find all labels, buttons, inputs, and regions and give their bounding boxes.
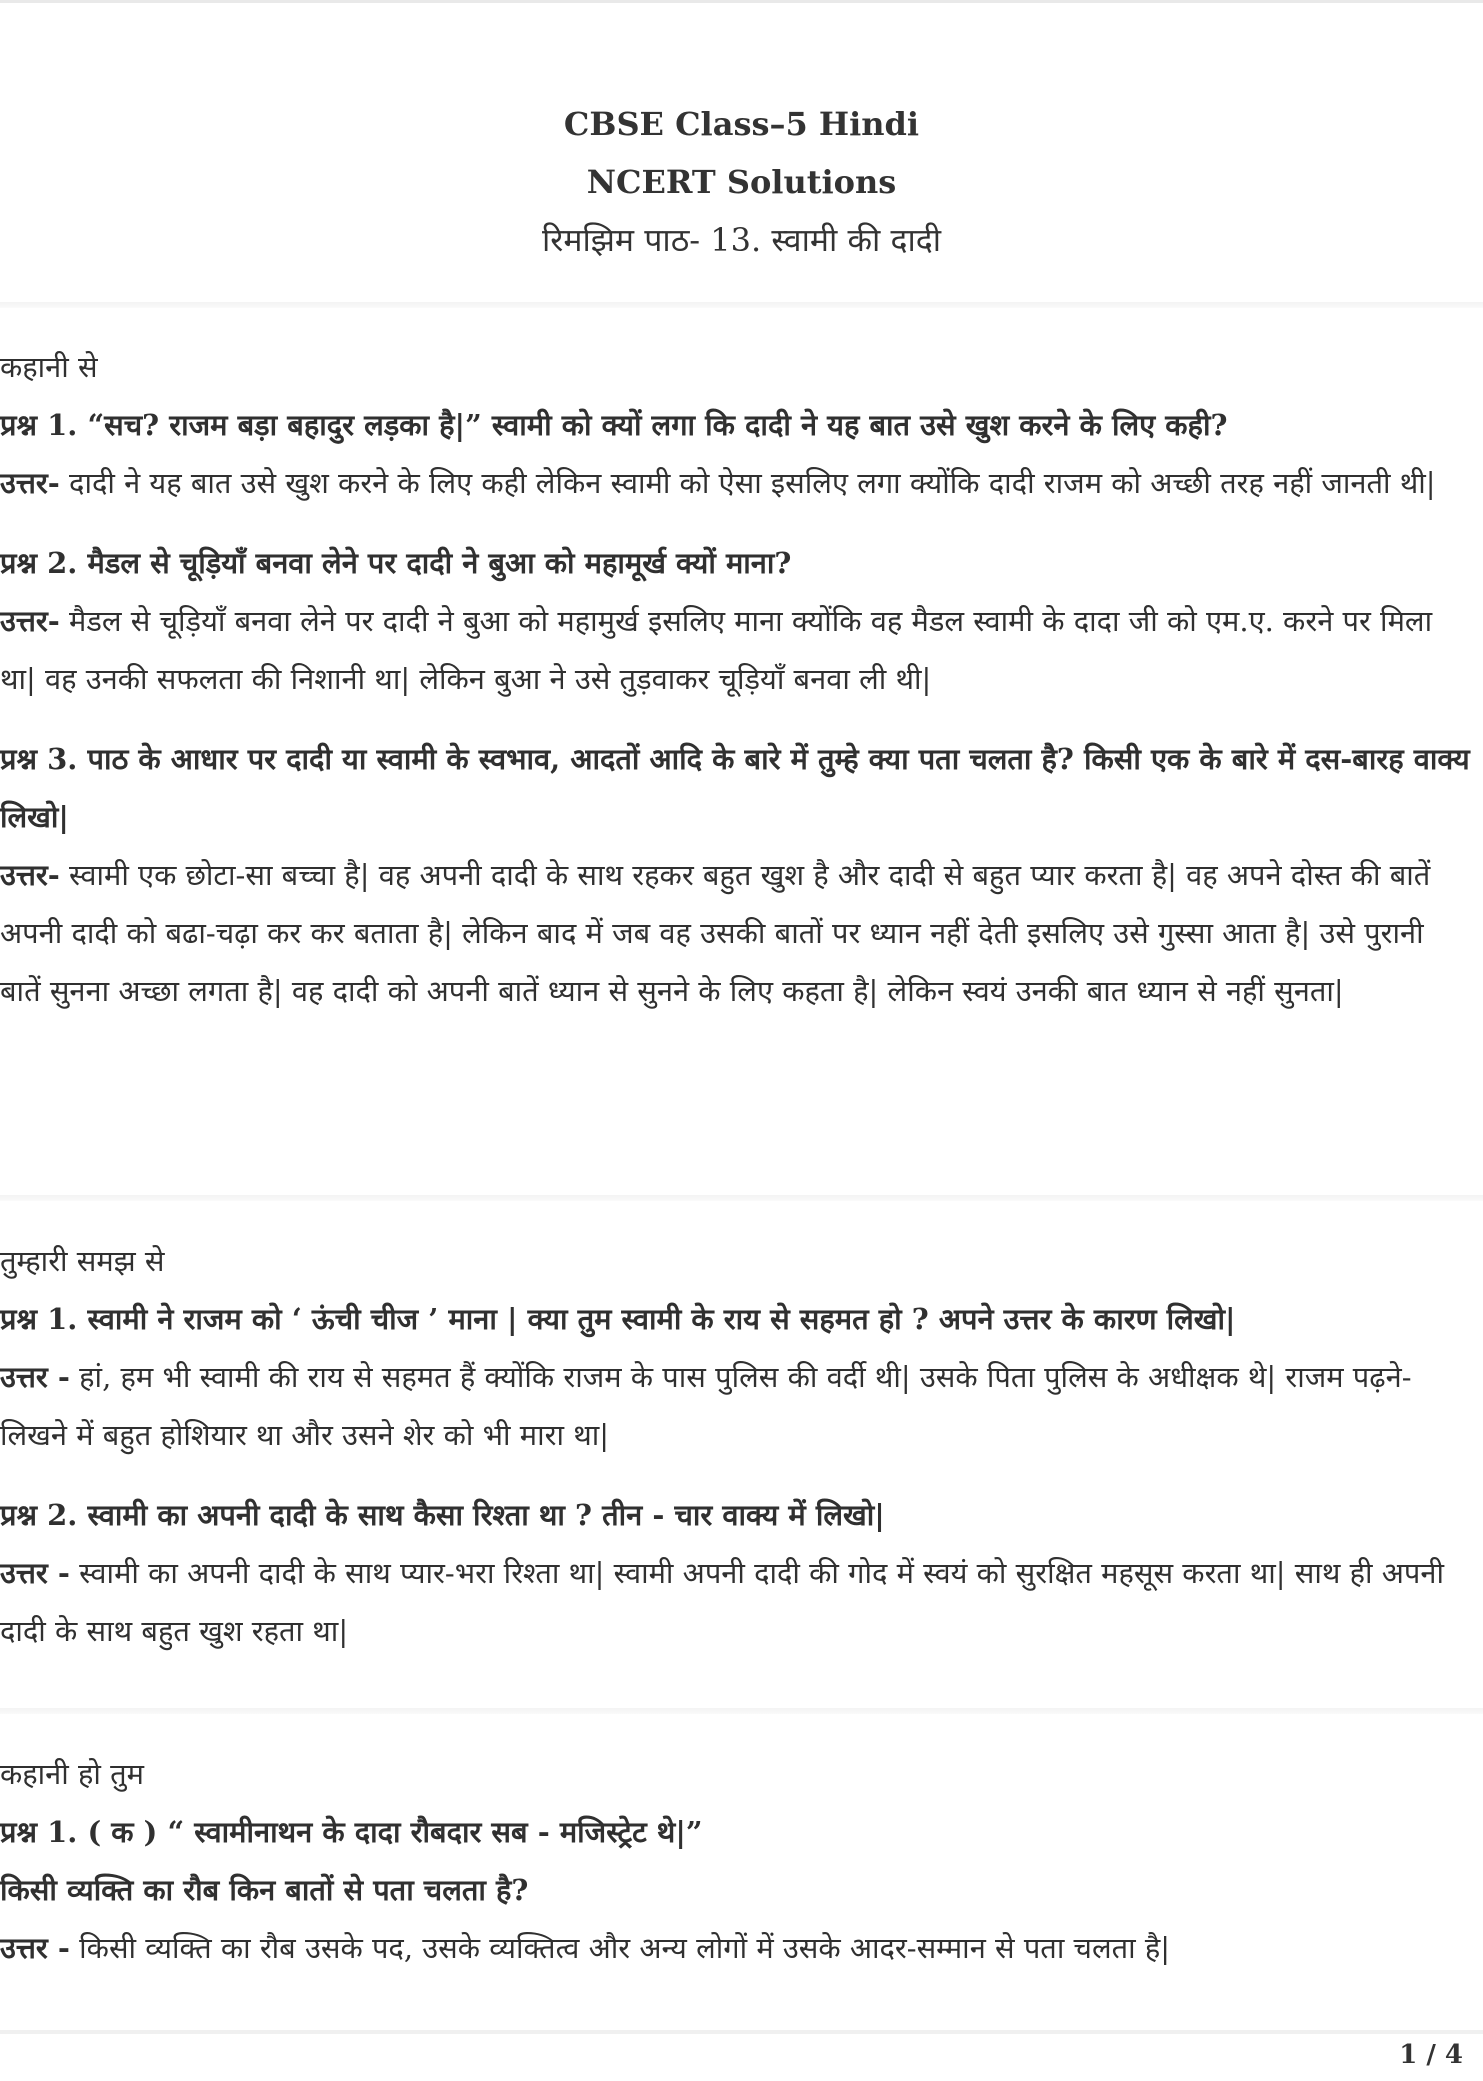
answer-text: हां, हम भी स्वामी की राय से सहमत हैं क्योंकि राजम के पास पुलिस की वर्दी थी| उसके पिता पुलिस के अधीक्षक थे| राजम पढ़ने-लिखने में बहुत होशियार था और उसने शेर को भी मारा था| [0,1360,1412,1452]
section-kahani-ho-tum [0,1745,1470,1977]
section-divider [0,1195,1483,1201]
answer [0,1919,1470,1977]
answer-text: दादी ने यह बात उसे खुश करने के लिए कही लेकिन स्वामी को ऐसा इसलिए लगा क्योंकि दादी राजम को अच्छी तरह नहीं जानती थी| [59,466,1436,500]
answer-label: उत्तर- [0,858,60,892]
answer-text: स्वामी एक छोटा-सा बच्चा है| वह अपनी दादी के साथ रहकर बहुत खुश है और दादी से बहुत प्यार करता है| वह अपने दोस्त की बातें अपनी दादी को बढा-चढ़ा कर कर बताता है| लेकिन बाद में जब वह उसकी बातों पर ध्यान नहीं देती इसलिए उसे गुस्सा आता है| उसे पुरानी बातें सुनना अच्छा लगता है| वह दादी को अपनी बातें ध्यान से सुनने के लिए कहता है| लेकिन स्वयं उनकी बात ध्यान से नहीं सुनता| [0,858,1431,1008]
question: प्रश्न 3. पाठ के आधार पर दादी या स्वामी के स्वभाव, आदतों आदि के बारे में तुम्हे क्या पता चलता है? किसी एक के बारे में दस-बारह वाक्य लिखो| [0,742,1470,834]
question: प्रश्न 1. स्वामी ने राजम को ‘ ऊंची चीज ’ माना | क्या तुम स्वामी के राय से सहमत हो ? अपने उत्तर के कारण लिखो| [0,1302,1236,1336]
answer-label: उत्तर - [0,1360,70,1394]
page-number: 1 / 4 [1399,2040,1463,2070]
section-divider [0,1708,1483,1714]
answer [0,1348,1470,1464]
question: प्रश्न 1. ( क ) “ स्वामीनाथन के दादा रौबदार सब - मजिस्ट्रेट थे|” [0,1815,703,1849]
section-heading: तुम्हारी समझ से [0,1244,165,1278]
question: प्रश्न 2. स्वामी का अपनी दादी के साथ कैसा रिश्ता था ? तीन - चार वाक्य में लिखो| [0,1498,885,1532]
bottom-rule [0,2030,1483,2034]
answer-text: मैडल से चूड़ियाँ बनवा लेने पर दादी ने बुआ को महामुर्ख इसलिए माना क्योंकि वह मैडल स्वामी के दादा जी को एम.ए. करने पर मिला था| वह उनकी सफलता की निशानी था| लेकिन बुआ ने उसे तुड़वाकर चूड़ियाँ बनवा ली थी| [0,604,1433,696]
question: प्रश्न 1. “सच? राजम बड़ा बहादुर लड़का है|” स्वामी को क्यों लगा कि दादी ने यह बात उसे खुश करने के लिए कही? [0,408,1228,442]
answer [0,846,1470,1020]
answer [0,454,1470,512]
answer-text: स्वामी का अपनी दादी के साथ प्यार-भरा रिश्ता था| स्वामी अपनी दादी की गोद में स्वयं को सुरक्षित महसूस करता था| साथ ही अपनी दादी के साथ बहुत खुश रहता था| [0,1556,1444,1648]
section-tumhari-samajh-se [0,1232,1470,1660]
top-rule [0,0,1483,3]
header-subtitle: NCERT Solutions [586,163,897,201]
section-kahani-se [0,338,1470,1020]
question-part: किसी व्यक्ति का रौब किन बातों से पता चलता है? [0,1873,529,1907]
answer [0,592,1470,708]
section-heading: कहानी से [0,350,98,384]
document-header [0,95,1483,269]
header-title: CBSE Class–5 Hindi [563,105,920,143]
answer-label: उत्तर - [0,1931,70,1965]
header-chapter: रिमझिम पाठ- 13. स्वामी की दादी [541,221,942,259]
answer [0,1544,1470,1660]
answer-label: उत्तर- [0,604,60,638]
answer-label: उत्तर- [0,466,60,500]
answer-text: किसी व्यक्ति का रौब उसके पद, उसके व्यक्तित्व और अन्य लोगों में उसके आदर-सम्मान से पता चलता है| [69,1931,1171,1965]
answer-label: उत्तर - [0,1556,70,1590]
section-divider [0,302,1483,308]
question: प्रश्न 2. मैडल से चूड़ियाँ बनवा लेने पर दादी ने बुआ को महामूर्ख क्यों माना? [0,546,792,580]
section-heading: कहानी हो तुम [0,1757,145,1791]
